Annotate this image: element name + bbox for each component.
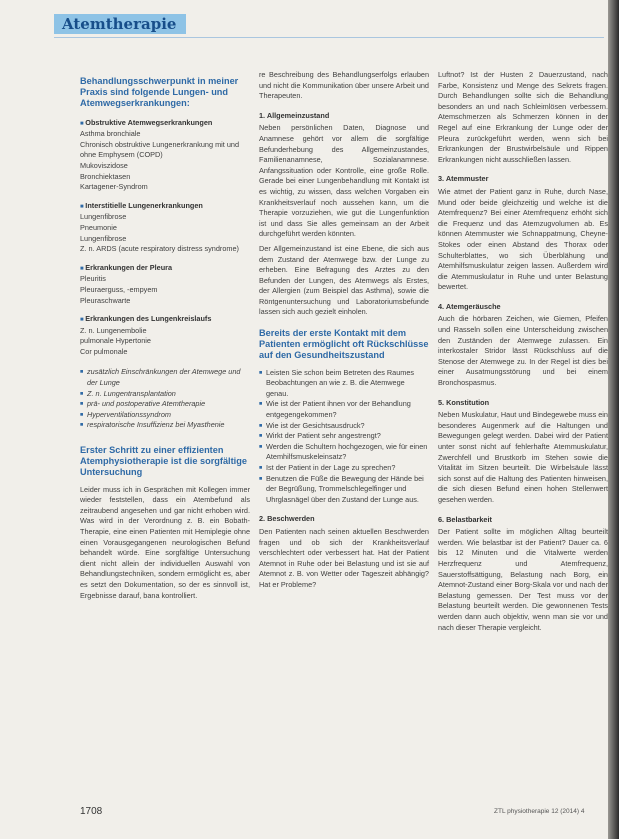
section-text: Den Patienten nach seinen aktuellen Beschwerden fragen und ob sich der Krankheitsverlauf verschlechtert oder verbessert hat. Hat der Patient Atemnot in Ruhe oder bei Belastung und ist sie auf Atemnot z. B. von Wetter oder Tageszeit abhängig? Hat er Probleme? — [259, 526, 429, 589]
page-shadow — [608, 0, 619, 839]
extra-list — [80, 367, 250, 431]
section-heading: 2. Beschwerden — [259, 514, 315, 524]
list-item: Bronchiektasen — [80, 171, 131, 181]
section-text: Der Allgemeinzustand ist eine Ebene, die sich aus dem Zustand der Atemwege bzw. der Lunge zu erheben. Eine Befragung des Arztes zu den Befunden der Lungen, des Atemwegs als Erstes, der Allergien (zum Beispiel das Asthma), sowie die Röntgenuntersuchung und Laboratoriumsbefunde lassen sich auch gezielt einholen. — [259, 243, 429, 317]
source-line: ZTL physiotherapie 12 (2014) 4 — [494, 808, 585, 815]
sections — [438, 174, 608, 633]
bullet-item: ■ Wie ist der Patient ihnen vor der Behandlung entgegengekommen? — [259, 399, 429, 420]
list-item: ■ zusätzlich Einschränkungen der Atemwege und der Lunge — [80, 367, 250, 388]
bullet-item: ■ Leisten Sie schon beim Betreten des Raumes Beobachtungen an wie z. B. die Atemwege genau. — [259, 368, 429, 400]
section-text: Wie atmet der Patient ganz in Ruhe, durch Nase, Mund oder beide gleichzeitig und welche ist die Atemfrequenz? Bei einer Atemfrequenz erhöht sich die Frequenz und das Atemzugvolumen ab. Es können Atemmuster wie Schnappatmung, Cheyne-Stokes oder einen Abstand des Thorax oder Schulterblattes, wo sich Überblähung und Atemhilfsmuskulatur zeigen lassen. Außerdem wird die Atemmuskulatur in Ruhe und unter Belastung bewertet. — [438, 186, 608, 292]
list-item: Lungenfibrose — [80, 212, 127, 222]
section-title: Erster Schritt zu einer effizienten Atemphysiotherapie ist die sorgfältige Untersuchung — [80, 445, 247, 478]
body-text: Leider muss ich in Gesprächen mit Kollegen immer wieder feststellen, dass ein Atembefund als zeitraubend angesehen und gar nicht erhoben wird. Was wird in der Verordnung z. B. ein Bobath-Therapie, eine einen Patienten mit Hemiplegie ohne einen Vorausgegangenen neurologischen Befund behandelt würde. Eine sorgfältige Untersuchung dient nicht allein der individuellen Auswahl von Behandlungstechniken, sondern ermöglicht es, aber es setzt den Dokumentation, so der es sinnvoll ist, Ergebnisse darauf, bana kontrolliert. — [80, 484, 250, 600]
column-3 — [438, 70, 608, 637]
section-text: Neben persönlichen Daten, Diagnose und Anamnese gehört vor allem die sorgfältige Befunderhebung des Allgemeinzustandes, Familienanamnese, Sozialanamnese. Anfangssituation oder Kontrolle, eine große Rolle. Gerade bei einer Lungenbehandlung mit Kontakt ist es wichtig, zu wissen, dass welchen Vorgaben ein Krankheitsverlauf noch aussehen kann, um die Therapie vorzuziehen, wie gut die Lungenfunktion ist und dass Sie alles gemeinsam an der Arbeit durchgeführt werden könnten. — [259, 123, 429, 239]
group-title: ■ Interstitielle Lungenerkrankungen — [80, 201, 250, 213]
header-title: Atemtherapie — [54, 14, 186, 34]
page-number: 1708 — [80, 806, 103, 817]
list-item: Pleuraerguss, -empyem — [80, 284, 158, 294]
bullet-item: ■ Wie ist der Gesichtsausdruck? — [259, 421, 429, 432]
section-text: Auch die hörbaren Zeichen, wie Giemen, Pfeifen und Rasseln sollen eine Unterscheidung zwischen den Zuständen der Atemwege zulassen. Ein interkostaler Stridor lässt Rückschluss auf die Stenose der Atemwege zu. In der Regel ist dies bei einer Ausatmungsstörung und bei einem Bronchospasmus. — [438, 314, 608, 388]
list-item: Z. n. ARDS (acute respiratory distress syndrome) — [80, 244, 239, 254]
list-item: Lungenfibrose — [80, 233, 127, 243]
list-item: ■ respiratorische Insuffizienz bei Myasthenie — [80, 420, 250, 431]
box-title: Behandlungsschwerpunkt in meiner Praxis sind folgende Lungen- und Atemwegserkrankungen: — [80, 76, 239, 109]
list-item: Pleuraschwarte — [80, 295, 131, 305]
bullet-item: ■ Benutzen die Füße die Bewegung der Hände bei der Begrüßung, Trommelschlegelfinger und Uhrglasnägel über den Zustand der Lunge aus. — [259, 474, 429, 506]
list-item: ■ prä- und postoperative Atemtherapie — [80, 399, 250, 410]
list-item: ■ Hyperventilationssyndrom — [80, 410, 250, 421]
list-item: Cor pulmonale — [80, 346, 128, 356]
header-rule — [54, 37, 604, 38]
list-item: Asthma bronchiale — [80, 129, 141, 139]
section-heading: 6. Belastbarkeit — [438, 514, 492, 524]
bullet-list — [259, 368, 429, 506]
section-heading: 5. Konstitution — [438, 397, 490, 407]
group-title: ■ Obstruktive Atemwegserkrankungen — [80, 118, 250, 130]
section-text: Neben Muskulatur, Haut und Bindegewebe muss ein besonderes Augenmerk auf die Haltungen und Bewegungen gelegt werden. Dabei wird der Patient unter sonst nicht auf fehlerhafte Atemmuskulatur, Zwerchfell und Brustkorb im Stehen sowie die Vitalität im Sitzen beurteilt. Die Wirbelsäule lässt sich sonst auf die Haltung des Patienten hinweisen, die sich diesen Befund einen hohen Stellenwert gesehen werden. — [438, 410, 608, 504]
list-item: Pneumonie — [80, 222, 117, 232]
bullet-item: ■ Wirkt der Patient sehr angestrengt? — [259, 431, 429, 442]
intro-text: Luftnot? Ist der Husten 2 Dauerzustand, nach Farbe, Konsistenz und Menge des Sekrets fragen. Durch Behandlungen sollte sich die Behandlung besonders an und nach Schleimlösen verbessern. Atemschmerzen als Schmerzen können in der Regel auf eine Erkrankung der Lunge oder der Pleura zurückgeführt werden, wenn sich bei Erkrankungen der Brustwirbelsäule und Rippen Erkrankungen nicht ausschließen lassen. — [438, 70, 608, 164]
column-2 — [259, 70, 429, 595]
list-item: Chronisch obstruktive Lungenerkrankung mit und ohne Emphysem (COPD) — [80, 139, 239, 160]
list-item: Pleuritis — [80, 274, 106, 284]
list-item: pulmonale Hypertonie — [80, 336, 151, 346]
intro-text: re Beschreibung des Behandlungserfolgs erlauben und nicht die Kommunikation über unsere Arbeit und Therapeuten. — [259, 70, 429, 101]
callout-title: Bereits der erste Kontakt mit dem Patienten ermöglicht oft Rückschlüsse auf den Gesundheitszustand — [259, 328, 429, 361]
section-heading: 4. Atemgeräusche — [438, 301, 501, 311]
sections — [259, 111, 429, 318]
section-heading: 1. Allgemeinzustand — [259, 110, 330, 120]
group-title: ■ Erkrankungen des Lungenkreislaufs — [80, 314, 250, 326]
list-item: Z. n. Lungenembolie — [80, 325, 147, 335]
group-title: ■ Erkrankungen der Pleura — [80, 263, 250, 275]
list-item: ■ Z. n. Lungentransplantation — [80, 389, 250, 400]
disease-groups — [80, 118, 250, 358]
section-text: Der Patient sollte im möglichen Alltag beurteilt werden. Wie belastbar ist der Patient? Dauer ca. 6 bis 12 Minuten und die Vitalwerte werden Herzfrequenz und Atemfrequenz, Sauerstoffsättigung, Belastung nach Borg, ein Atemnot-Zustand einer Borg-Skala vor und nach der Belastung gemessen. Der Test muss vor der Belastung beurteilt werden. Die gewonnenen Tests werden dann auch objektiv, wenn man sie vor und nach dieser Therapie vergleicht. — [438, 527, 608, 632]
list-item: Kartagener-Syndrom — [80, 182, 148, 192]
column-1 — [80, 70, 250, 605]
bullet-item: ■ Ist der Patient in der Lage zu sprechen? — [259, 463, 429, 474]
section-heading: 3. Atemmuster — [438, 174, 489, 184]
bullet-item: ■ Werden die Schultern hochgezogen, wie für einen Atemhilfsmuskeleinsatz? — [259, 442, 429, 463]
list-item: Mukoviszidose — [80, 160, 128, 170]
